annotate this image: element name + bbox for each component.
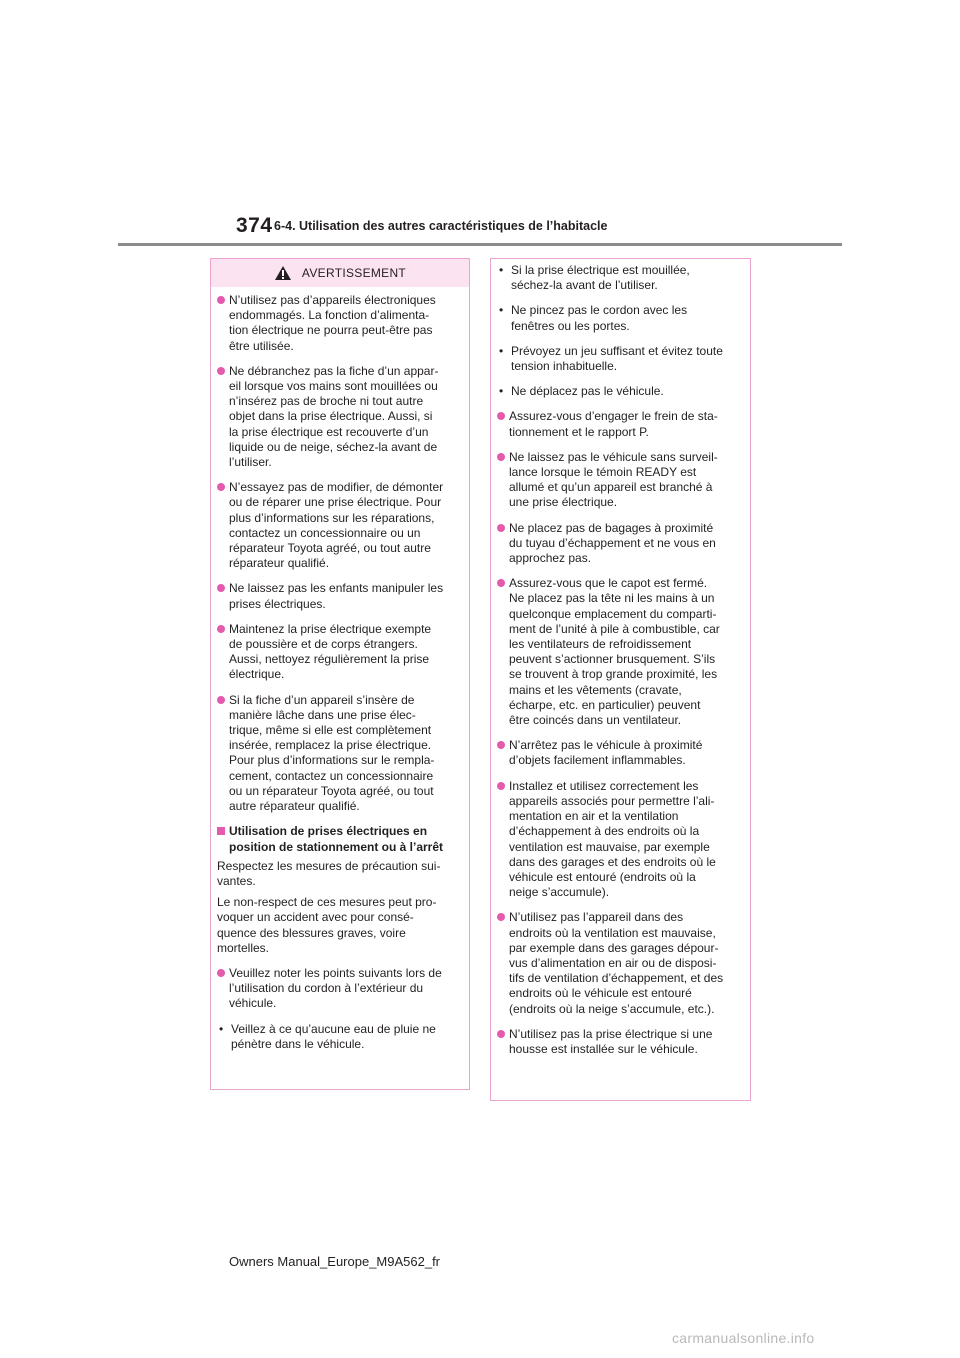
subheading: Utilisation de prises électriques en position de stationnement ou à l’arrêt [217, 824, 463, 854]
bullet-dot: • [219, 1021, 224, 1036]
bullet-circle-icon [497, 450, 509, 511]
list-item: Ne laissez pas les enfants manipuler les prises électriques. [217, 581, 463, 611]
list-item: • Veillez à ce qu’aucune eau de pluie ne pénètre dans le véhicule. [219, 1021, 436, 1051]
list-item: • Ne pincez pas le cordon avec les fenêtres ou les portes. [499, 303, 688, 333]
bullet-circle-icon [217, 293, 229, 354]
bullet-circle-icon [217, 622, 229, 683]
list-item: Veuillez noter les points suivants lors de l’utilisation du cordon à l’extérieur du véhicule. [217, 966, 463, 1012]
list-item: Assurez-vous que le capot est fermé. Ne placez pas la tête ni les mains à un quelconque emplacement du comparti- ment de l’unité à pile à combustible, car les ventilateurs de refroidissement peuvent s’actionner brusquement. S’ils se trouvent à trop grande proximité, les mains et les vêtements (cravate, écharpe, etc. en particulier) peuvent être coincés dans un ventilateur. [497, 576, 744, 728]
page-number: 374 [236, 214, 273, 237]
list-item: • Prévoyez un jeu suffisant et évitez toute tension inhabituelle. [499, 343, 723, 374]
bullet-dot: • [499, 343, 504, 358]
header-rule [118, 243, 842, 246]
list-item: Installez et utilisez correctement les appareils associés pour permettre l’ali- mentation en air et la ventilation d’échappement à des endroits où la ventilation est mauvaise, par exemple dans des garages et des endroits où le véhicule est entouré (endroits où la neige s’accumule). [497, 779, 744, 901]
list-item: Ne placez pas de bagages à proximité du tuyau d’échappement et ne vous en approchez pas. [497, 521, 744, 567]
warning-content-right [491, 259, 750, 1057]
bullet-circle-icon [497, 409, 509, 439]
paragraph: Respectez les mesures de précaution sui- vantes. [217, 858, 441, 888]
list-item: Ne débranchez pas la fiche d’un appar- eil lorsque vos mains sont mouillées ou n’insérez pas de broche ni tout autre objet dans la prise électrique. Aussi, si la prise électrique est recouverte d’un liquide ou de neige, séchez-la avant de l’utiliser. [217, 364, 463, 470]
bullet-circle-icon [217, 693, 229, 815]
bullet-circle-icon [497, 576, 509, 728]
bullet-circle-icon [217, 364, 229, 470]
list-item: Ne laissez pas le véhicule sans surveil- lance lorsque le témoin READY est allumé et qu’un appareil est branché à une prise électrique. [497, 450, 744, 511]
list-item: N’essayez pas de modifier, de démonter ou de réparer une prise électrique. Pour plus d’informations sur les réparations, contactez un concessionnaire ou un réparateur Toyota agréé, ou tout autre réparateur qualifié. [217, 480, 463, 571]
bullet-circle-icon [497, 738, 509, 768]
warning-box-right [490, 258, 751, 1101]
list-item: N’utilisez pas d’appareils électroniques endommagés. La fonction d’alimenta- tion électrique ne pourra peut-être pas être utilisée. [217, 293, 463, 354]
list-item: Maintenez la prise électrique exempte de poussière et de corps étrangers. Aussi, nettoyez régulièrement la prise électrique. [217, 622, 463, 683]
list-item: • Ne déplacez pas le véhicule. [499, 384, 664, 399]
section-title: 6-4. Utilisation des autres caractéristiques de l’habitacle [274, 219, 608, 233]
warning-box-left [210, 258, 470, 1090]
bullet-dot: • [499, 303, 504, 318]
bullet-circle-icon [217, 581, 229, 611]
watermark-link[interactable]: carmanualsonline.info [672, 1330, 815, 1346]
list-item: Si la fiche d’un appareil s’insère de manière lâche dans une prise élec- trique, même si elle est complètement insérée, remplacez la prise électrique. Pour plus d’informations sur le rempla- cement, contactez un concessionnaire ou un réparateur Toyota agréé, ou tout autre réparateur qualifié. [217, 693, 463, 815]
warning-header [211, 259, 469, 287]
bullet-circle-icon [217, 966, 229, 1012]
square-bullet-icon [217, 824, 229, 854]
list-item: • Si la prise électrique est mouillée, séchez-la avant de l’utiliser. [499, 263, 690, 293]
bullet-circle-icon [497, 779, 509, 901]
bullet-circle-icon [217, 480, 229, 571]
manual-id-footer: Owners Manual_Europe_M9A562_fr [229, 1254, 441, 1269]
bullet-circle-icon [497, 521, 509, 567]
warning-content-left [211, 287, 469, 1052]
list-item: Assurez-vous d’engager le frein de sta- tionnement et le rapport P. [497, 409, 744, 439]
bullet-circle-icon [497, 910, 509, 1016]
bullet-dot: • [499, 263, 504, 277]
warning-title: AVERTISSEMENT [301, 266, 407, 280]
warning-triangle-icon [274, 265, 292, 281]
list-item: N’arrêtez pas le véhicule à proximité d’objets facilement inflammables. [497, 738, 744, 768]
list-item: N’utilisez pas la prise électrique si une housse est installée sur le véhicule. [497, 1027, 744, 1057]
bullet-dot: • [499, 384, 504, 399]
bullet-circle-icon [497, 1027, 509, 1057]
paragraph: Le non-respect de ces mesures peut pro- voquer un accident avec pour consé- quence des blessures graves, voire mortelles. [217, 895, 437, 955]
list-item: N’utilisez pas l’appareil dans des endroits où la ventilation est mauvaise, par exemple dans des garages dépour- vus d’alimentation en air ou de disposi- tifs de ventilation d’échappement, et des endroits où le véhicule est entouré (endroits où la neige s’accumule, etc.). [497, 910, 744, 1016]
